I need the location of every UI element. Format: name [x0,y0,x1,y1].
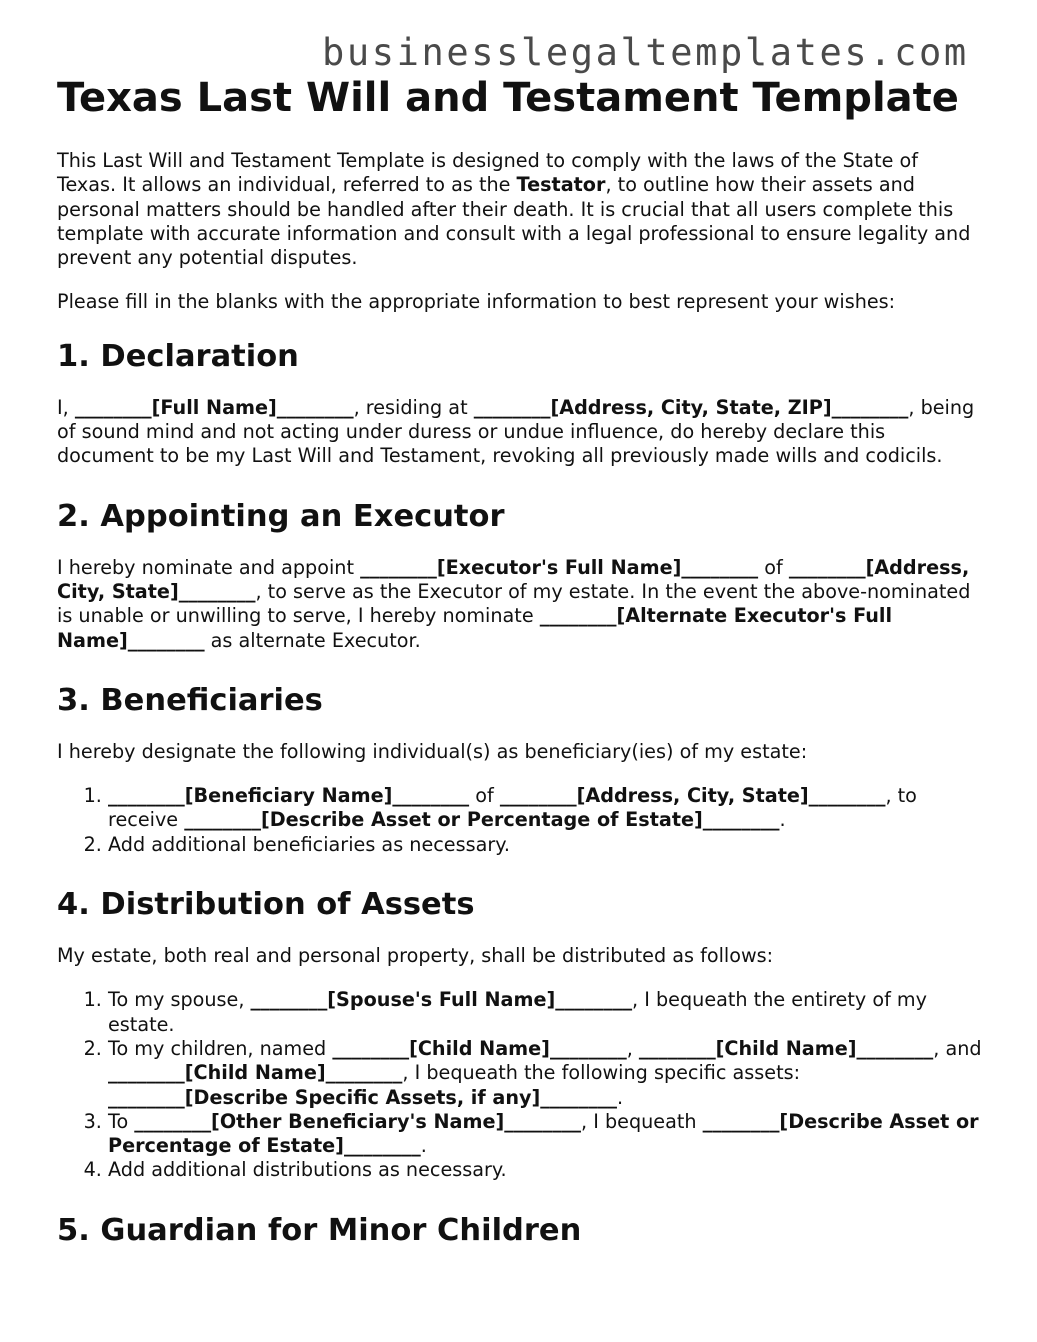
executor-name-blank: ________[Executor's Full Name]________ [360,555,759,579]
list-item: 3. To ________[Other Beneficiary's Name]________, I bequeath ________[Describe Asset or Percentage of Estate]________. [108,1110,982,1159]
list-item: 1. To my spouse, ________[Spouse's Full Name]________, I bequeath the entirety of my estate. [108,988,982,1037]
list-item: 2. To my children, named ________[Child Name]________, ________[Child Name]________, and ________[Child Name]________, I bequeath the following specific assets: ________[Describe Specific Assets, if any]________. [108,1037,982,1110]
list-item: 1. ________[Beneficiary Name]________ of ________[Address, City, State]________, to receive ________[Describe Asset or Percentage of Estate]________. [108,784,982,833]
section-heading-executor: 2. Appointing an Executor [57,498,505,534]
section-heading-declaration: 1. Declaration [57,338,299,374]
declaration-paragraph: I, ________[Full Name]________, residing at ________[Address, City, State, ZIP]________, being of sound mind and not acting under duress or undue influence, do hereby declare this document to be my Last Will and Testament, revoking all previously made wills and codicils. [57,395,975,468]
list-item: 2. Add additional beneficiaries as necessary. [108,833,982,857]
distribution-list [57,988,982,1182]
address-blank: ________[Address, City, State, ZIP]________ [473,395,909,419]
distribution-lead: My estate, both real and personal property, shall be distributed as follows: [57,944,774,968]
document-title: Texas Last Will and Testament Template [57,75,959,121]
watermark: businesslegaltemplates.com [322,31,969,74]
alternate-executor-blank: ________[Alternate Executor's Full Name]________ [57,604,893,652]
section-heading-guardian: 5. Guardian for Minor Children [57,1212,582,1248]
beneficiaries-list [57,784,982,857]
document-body [57,149,982,1270]
section-heading-beneficiaries: 3. Beneficiaries [57,682,323,718]
intro-paragraph: This Last Will and Testament Template is designed to comply with the laws of the State of Texas. It allows an individual, referred to as the Testator, to outline how their assets and personal matters should be handled after their death. It is crucial that all users complete this template with accurate information and consult with a legal professional to ensure legality and prevent any potential disputes. [57,149,971,270]
testator-term: Testator [516,173,606,197]
instructions-paragraph: Please fill in the blanks with the appropriate information to best represent your wishes: [57,290,896,314]
executor-paragraph: I hereby nominate and appoint ________[Executor's Full Name]________ of ________[Address, City, State]________, to serve as the Executor of my estate. In the event the above-nominated is unable or unwilling to serve, I hereby nominate ________[Alternate Executor's Full Name]________ as alternate Executor. [57,555,971,652]
full-name-blank: ________[Full Name]________ [74,395,354,419]
list-item: 4. Add additional distributions as necessary. [108,1158,982,1182]
beneficiaries-lead: I hereby designate the following individual(s) as beneficiary(ies) of my estate: [57,739,808,763]
executor-address-blank: ________[Address, City, State]________ [57,555,970,603]
section-heading-distribution: 4. Distribution of Assets [57,887,475,923]
